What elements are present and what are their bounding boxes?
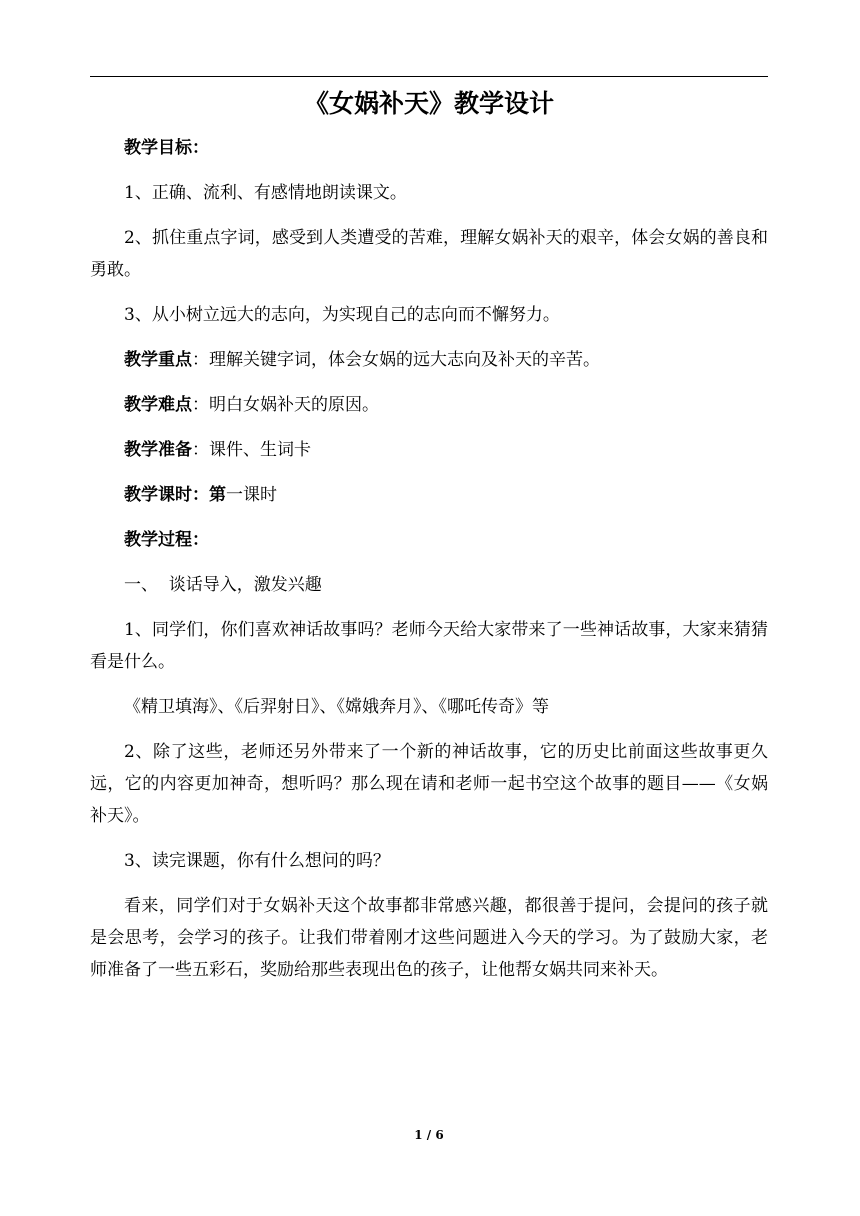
periods-label: 教学课时： bbox=[124, 485, 209, 505]
closing-paragraph: 看来，同学们对于女娲补天这个故事都非常感兴趣，都很善于提问，会提问的孩子就是会思考，会学习的孩子。让我们带着刚才这些问题进入今天的学习。为了鼓励大家，老师准备了一些五彩石，奖励给那些表现出色的孩子，让他帮女娲共同来补天。 bbox=[90, 896, 768, 980]
process-heading bbox=[90, 524, 768, 556]
document-title: 《女娲补天》教学设计 bbox=[303, 89, 554, 118]
document-body bbox=[90, 132, 768, 999]
goal-3: 3、从小树立远大的志向，为实现自己的志向而不懈努力。 bbox=[124, 305, 560, 325]
preparation bbox=[90, 434, 768, 466]
section-1-heading: 一、 谈话导入，激发兴趣 bbox=[124, 575, 322, 595]
examples: 《精卫填海》、《后羿射日》、《嫦娥奔月》、《哪吒传奇》等 bbox=[124, 697, 549, 717]
goals-heading-label: 教学目标： bbox=[124, 138, 209, 158]
periods-rest: 一课时 bbox=[226, 485, 277, 505]
goal-2: 2、抓住重点字词，感受到人类遭受的苦难，理解女娲补天的艰辛，体会女娲的善良和勇敢。 bbox=[90, 228, 768, 280]
key-point-label: 教学重点 bbox=[124, 350, 192, 370]
preparation-label: 教学准备 bbox=[124, 440, 192, 460]
key-point bbox=[90, 344, 768, 376]
periods-first-char: 第 bbox=[209, 485, 226, 505]
step-3: 3、读完课题，你有什么想问的吗？ bbox=[124, 851, 390, 871]
goals-heading bbox=[90, 132, 768, 164]
difficulty-label: 教学难点 bbox=[124, 395, 192, 415]
header-rule bbox=[90, 76, 768, 77]
process-heading-label: 教学过程： bbox=[124, 530, 209, 550]
goal-1: 1、正确、流利、有感情地朗读课文。 bbox=[124, 183, 407, 203]
periods bbox=[90, 479, 768, 511]
key-point-text: ：理解关键字词，体会女娲的远大志向及补天的辛苦。 bbox=[192, 350, 600, 370]
preparation-text: ：课件、生词卡 bbox=[192, 440, 311, 460]
difficulty-text: ：明白女娲补天的原因。 bbox=[192, 395, 379, 415]
page-indicator: 1 / 6 bbox=[414, 1128, 444, 1142]
step-1: 1、同学们，你们喜欢神话故事吗？老师今天给大家带来了一些神话故事，大家来猜猜看是什么。 bbox=[90, 620, 768, 672]
step-2: 2、除了这些，老师还另外带来了一个新的神话故事，它的历史比前面这些故事更久远，它的内容更加神奇，想听吗？那么现在请和老师一起书空这个故事的题目——《女娲补天》。 bbox=[90, 742, 768, 826]
difficulty bbox=[90, 389, 768, 421]
